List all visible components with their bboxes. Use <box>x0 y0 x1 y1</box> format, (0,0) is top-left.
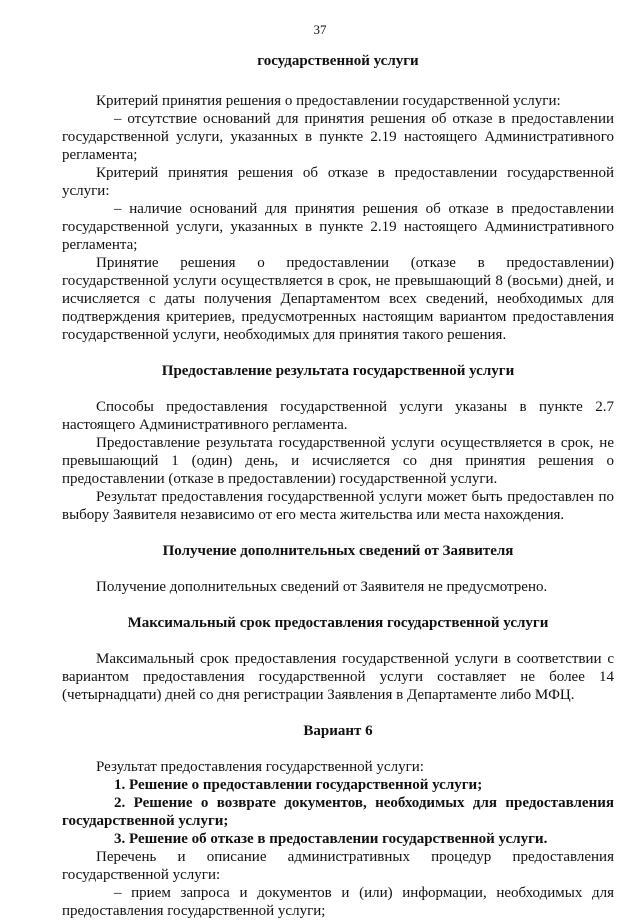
section-heading: Вариант 6 <box>303 723 373 739</box>
paragraph: Максимальный срок предоставления государственной услуги в соответствии с вариантом предоставления государственной услуги составляет не более 14 (четырнадцати) дней со дня регистрации Заявления в Департаменте либо МФЦ. <box>62 651 614 703</box>
paragraph: Предоставление результата государственной услуги осуществляется в срок, не превышающий 1 (один) день, и исчисляется со дня принятия решения о предоставлении (отказе в предоставлении) государственной услуги. <box>62 435 614 487</box>
section-heading: Максимальный срок предоставления государственной услуги <box>127 615 549 631</box>
list-item: 2. Решение о возврате документов, необходимых для предоставления государственной услуги; <box>62 795 614 829</box>
paragraph: Способы предоставления государственной услуги указаны в пункте 2.7 настоящего Административного регламента. <box>62 399 614 433</box>
section-heading: государственной услуги <box>257 53 419 69</box>
paragraph: Результат предоставления государственной услуги: <box>96 759 424 775</box>
paragraph: – отсутствие оснований для принятия решения об отказе в предоставлении государственной услуги, указанных в пункте 2.19 настоящего Административного регламента; <box>62 111 614 163</box>
paragraph: – наличие оснований для принятия решения об отказе в предоставлении государственной услуги, указанных в пункте 2.19 настоящего Административного регламента; <box>62 201 614 253</box>
page-number: 37 <box>313 22 327 37</box>
paragraph: Результат предоставления государственной услуги может быть предоставлен по выбору Заявителя независимо от его места жительства или места нахождения. <box>62 489 614 523</box>
list-item: 3. Решение об отказе в предоставлении государственной услуги. <box>114 831 548 847</box>
section-heading: Получение дополнительных сведений от Заявителя <box>162 543 514 559</box>
section-heading: Предоставление результата государственной услуги <box>161 363 515 379</box>
paragraph: Критерий принятия решения об отказе в предоставлении государственной услуги: <box>62 165 614 199</box>
paragraph: Принятие решения о предоставлении (отказе в предоставлении) государственной услуги осуществляется в срок, не превышающий 8 (восьми) дней, и исчисляется с даты получения Департаментом всех сведений, необходимых для подтверждения критериев, предусмотренных настоящим вариантом предоставления государственной услуги, необходимых для принятия такого решения. <box>62 255 614 343</box>
paragraph: Получение дополнительных сведений от Заявителя не предусмотрено. <box>96 579 548 595</box>
paragraph: – прием запроса и документов и (или) информации, необходимых для предоставления государственной услуги; <box>62 885 614 919</box>
paragraph: Критерий принятия решения о предоставлении государственной услуги: <box>96 93 561 109</box>
paragraph: Перечень и описание административных процедур предоставления государственной услуги: <box>62 849 614 883</box>
list-item: 1. Решение о предоставлении государственной услуги; <box>114 777 483 793</box>
document-body <box>62 52 614 920</box>
